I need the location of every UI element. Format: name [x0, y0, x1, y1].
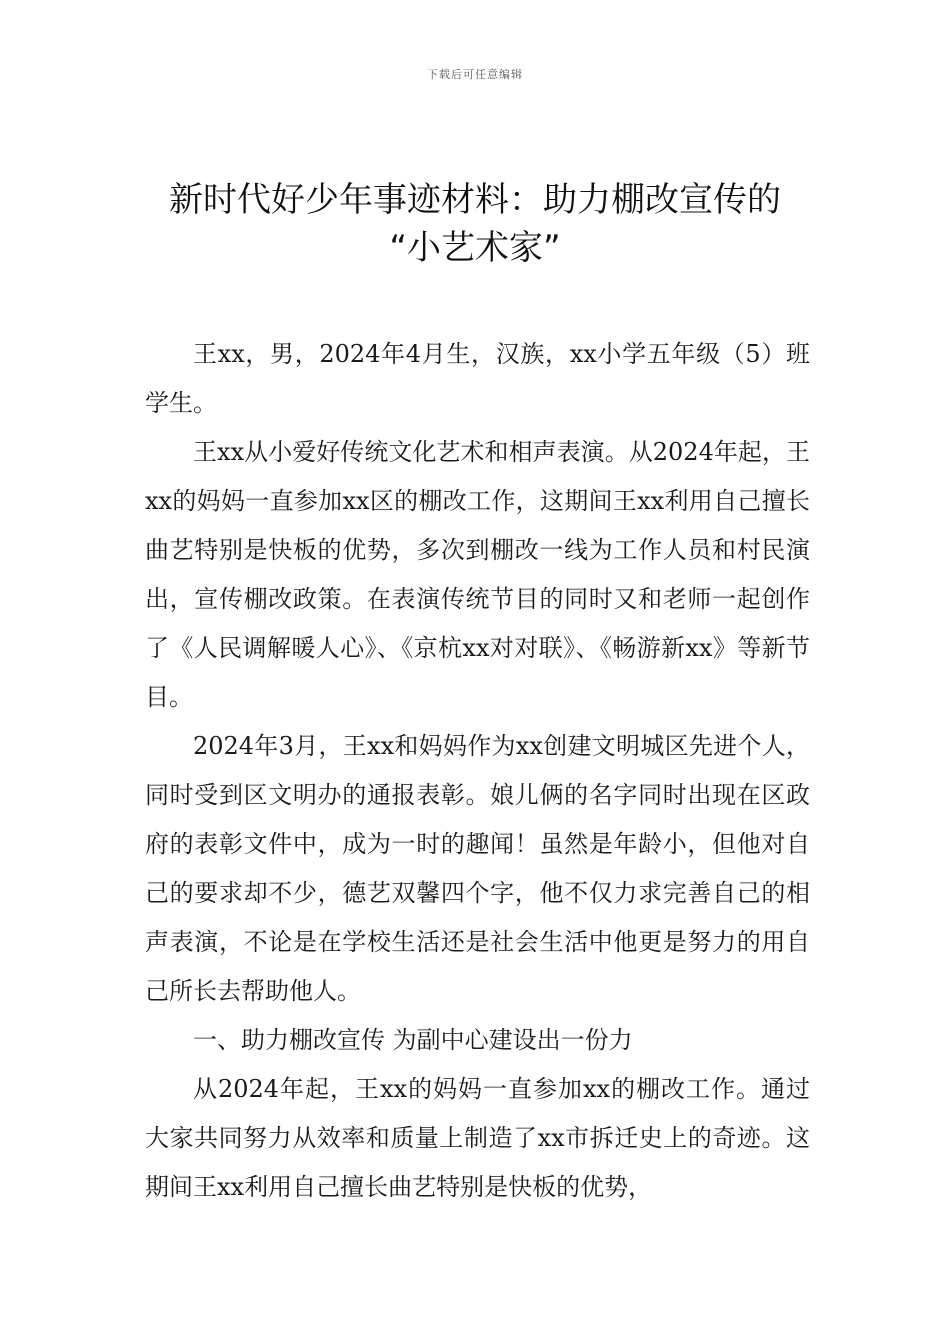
- document-title: [120, 176, 830, 272]
- document-title-line-1: 新时代好少年事迹材料：助力棚改宣传的: [169, 180, 781, 220]
- document-title-line-2: “小艺术家”: [389, 228, 561, 268]
- paragraph-honor: 2024年3月，王xx和妈妈作为xx创建文明城区先进个人，同时受到区文明办的通报表彰。娘儿俩的名字同时出现在区政府的表彰文件中，成为一时的趣闻！虽然是年龄小，但他对自己的要求却不少，德艺双馨四个字，他不仅力求完善自己的相声表演，不论是在学校生活还是社会生活中他更是努力的用自己所长去帮助他人。: [145, 732, 810, 1005]
- page-header-note: 下载后可任意编辑: [427, 68, 523, 81]
- paragraph-hobby: 王xx从小爱好传统文化艺术和相声表演。从2024年起，王xx的妈妈一直参加xx区的棚改工作，这期间王xx利用自己擅长曲艺特别是快板的优势，多次到棚改一线为工作人员和村民演出，宣传棚改政策。在表演传统节目的同时又和老师一起创作了《人民调解暖人心》、《京杭xx对对联》、《畅游新xx》等新节目。: [145, 438, 810, 711]
- document-body: [145, 330, 810, 1212]
- section-heading: 一、助力棚改宣传 为副中心建设出一份力: [193, 1026, 633, 1054]
- paragraph-intro: 王xx，男，2024年4月生，汉族，xx小学五年级（5）班学生。: [145, 340, 810, 417]
- paragraph-section-1: 从2024年起，王xx的妈妈一直参加xx的棚改工作。通过大家共同努力从效率和质量上制造了xx市拆迁史上的奇迹。这期间王xx利用自己擅长曲艺特别是快板的优势，: [145, 1075, 810, 1201]
